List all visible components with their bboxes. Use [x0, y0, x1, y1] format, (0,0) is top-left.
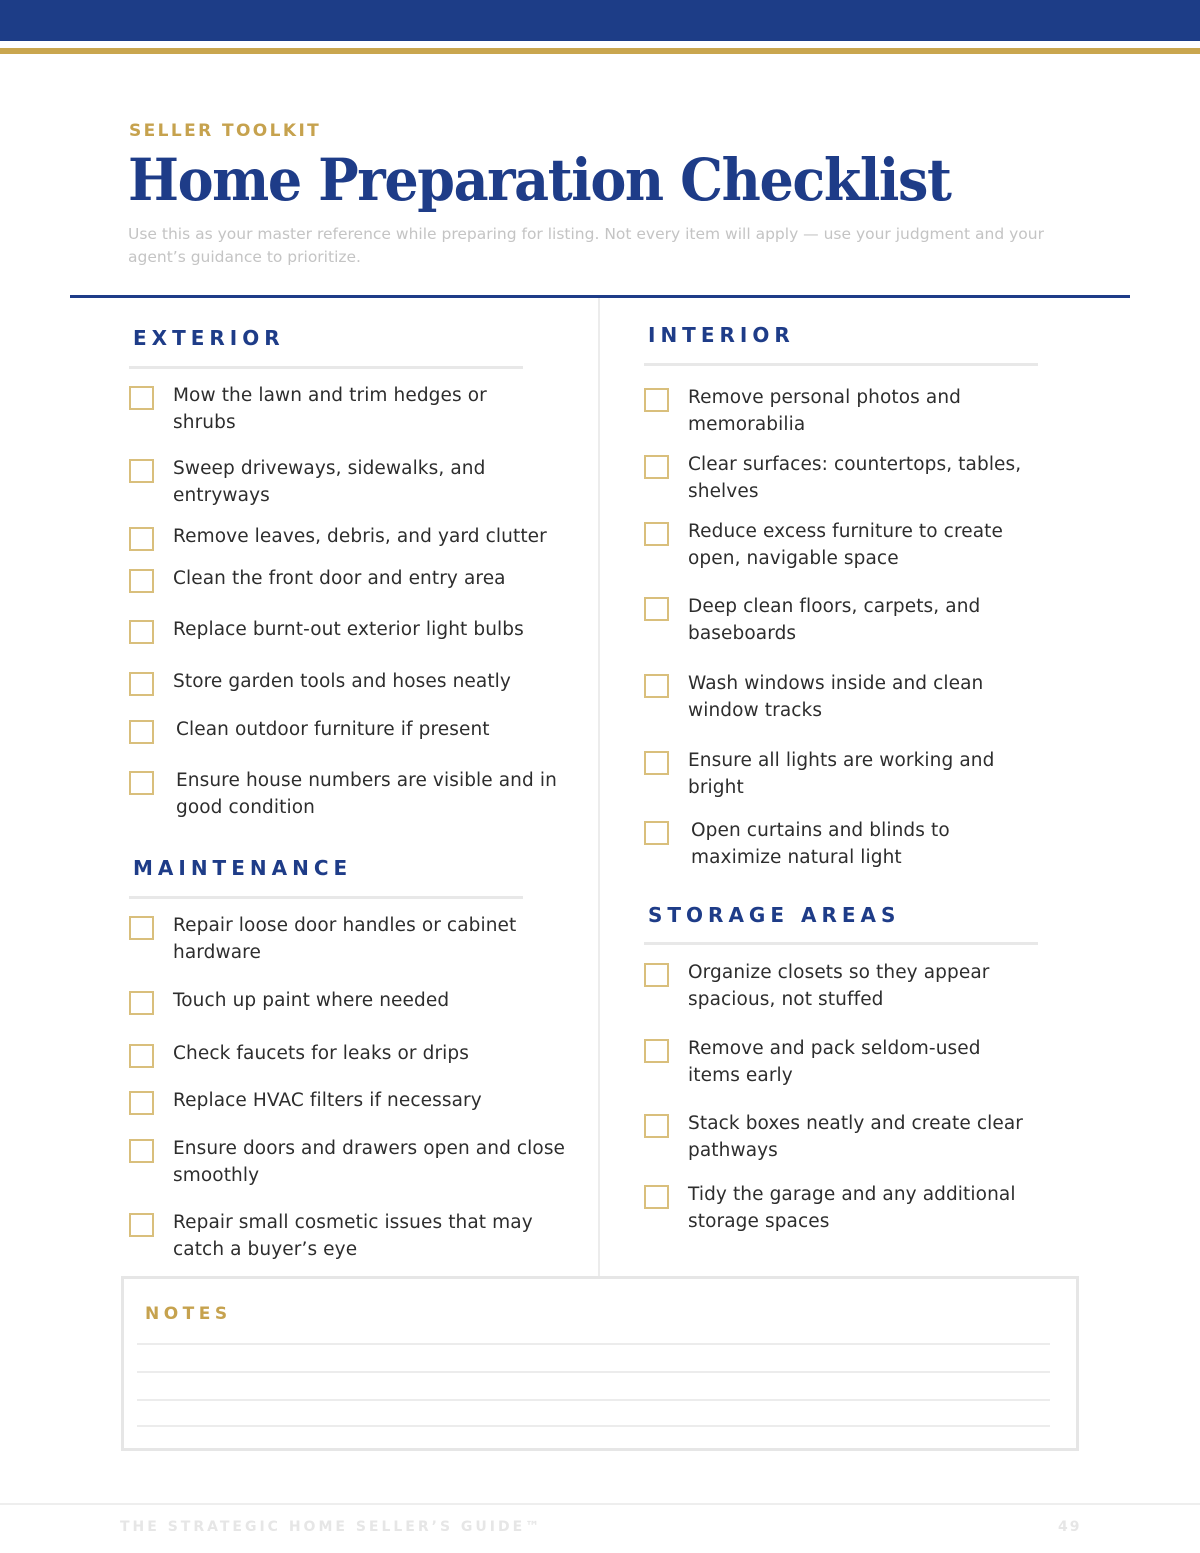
checklist-item-label: Ensure doors and drawers open and close smoothly: [173, 1138, 566, 1186]
note-line: [137, 1425, 1050, 1427]
section-rule-exterior: [129, 366, 523, 369]
checklist-item: [644, 455, 1064, 505]
checklist-item-label: Ensure house numbers are visible and in good condition: [176, 770, 557, 818]
checkbox[interactable]: [644, 674, 669, 698]
checkbox[interactable]: [644, 455, 669, 479]
checkbox[interactable]: [129, 1213, 154, 1237]
checklist-item-label: Repair loose door handles or cabinet hardware: [173, 915, 517, 963]
checklist-item: [129, 527, 589, 551]
checklist-item: [644, 963, 1064, 1013]
section-title-storage-areas: STORAGE AREAS: [648, 903, 901, 927]
checkbox[interactable]: [644, 821, 669, 845]
checkbox[interactable]: [129, 991, 154, 1015]
checkbox[interactable]: [644, 1039, 669, 1063]
checklist-item-label: Remove personal photos and memorabilia: [688, 387, 962, 435]
checkbox[interactable]: [129, 1139, 154, 1163]
checklist-item: [644, 1114, 1074, 1164]
checklist-item: [644, 522, 1064, 572]
checklist-item: [129, 1213, 589, 1263]
footer-divider: [0, 1503, 1200, 1505]
checklist-item: [129, 1044, 589, 1068]
checklist-item-label: Ensure all lights are working and bright: [688, 750, 995, 798]
checklist-item-label: Organize closets so they appear spacious, not stuffed: [688, 962, 990, 1010]
checkbox[interactable]: [644, 597, 669, 621]
note-line: [137, 1399, 1050, 1401]
checklist-item-label: Wash windows inside and clean window tracks: [688, 673, 984, 721]
header-divider: [70, 295, 1130, 298]
checklist-item-label: Mow the lawn and trim hedges or shrubs: [173, 385, 487, 433]
checklist-item-label: Remove and pack seldom-used items early: [688, 1038, 981, 1086]
checklist-item-label: Tidy the garage and any additional storage spaces: [688, 1184, 1016, 1232]
section-title-exterior: EXTERIOR: [133, 326, 285, 350]
checkbox[interactable]: [129, 916, 154, 940]
checklist-item: [644, 388, 1064, 438]
checkbox[interactable]: [129, 386, 154, 410]
section-title-interior: INTERIOR: [648, 323, 795, 347]
section-rule-maintenance: [129, 896, 523, 899]
section-rule-storage-areas: [644, 942, 1038, 945]
checkbox[interactable]: [129, 1091, 154, 1115]
checklist-item: [644, 597, 1064, 647]
top-gold-stripe: [0, 48, 1200, 54]
checkbox[interactable]: [129, 771, 154, 795]
eyebrow-label: SELLER TOOLKIT: [129, 121, 322, 141]
checkbox[interactable]: [129, 720, 154, 744]
checkbox[interactable]: [129, 620, 154, 644]
checklist-item: [129, 771, 589, 821]
checkbox[interactable]: [644, 963, 669, 987]
checkbox[interactable]: [644, 388, 669, 412]
checklist-item-label: Repair small cosmetic issues that may catch a buyer’s eye: [173, 1212, 533, 1260]
checklist-item: [129, 569, 589, 593]
checklist-item-label: Replace burnt-out exterior light bulbs: [173, 619, 524, 640]
checkbox[interactable]: [644, 522, 669, 546]
checklist-item: [129, 916, 589, 966]
page-subtitle: Use this as your master reference while preparing for listing. Not every item will apply — use your judgment and your agent’s guidance to prioritize.: [128, 225, 1044, 266]
checklist-item: [129, 672, 589, 696]
column-divider: [598, 298, 600, 1276]
checklist-item: [129, 386, 579, 436]
checkbox[interactable]: [129, 527, 154, 551]
section-rule-interior: [644, 363, 1038, 366]
checkbox[interactable]: [129, 569, 154, 593]
checklist-item: [129, 620, 589, 644]
checklist-item-label: Check faucets for leaks or drips: [173, 1043, 469, 1064]
checklist-item-label: Clean outdoor furniture if present: [176, 719, 490, 740]
checklist-item: [129, 720, 589, 744]
checklist-item-label: Open curtains and blinds to maximize natural light: [691, 820, 950, 868]
checklist-item-label: Sweep driveways, sidewalks, and entryways: [173, 458, 486, 506]
checklist-item: [129, 1091, 589, 1115]
checklist-item-label: Reduce excess furniture to create open, navigable space: [688, 521, 1003, 569]
checklist-item: [129, 459, 579, 509]
checklist-item: [129, 1139, 589, 1189]
checklist-item-label: Remove leaves, debris, and yard clutter: [173, 526, 547, 547]
notes-title: NOTES: [145, 1304, 232, 1324]
note-line: [137, 1371, 1050, 1373]
page-number: 49: [1058, 1519, 1082, 1535]
note-line: [137, 1343, 1050, 1345]
section-title-maintenance: MAINTENANCE: [133, 856, 353, 880]
footer-guide-title: THE STRATEGIC HOME SELLER’S GUIDE™: [120, 1519, 543, 1535]
checklist-item: [644, 674, 1064, 724]
page-title: Home Preparation Checklist: [128, 146, 951, 214]
checklist-item-label: Stack boxes neatly and create clear pathways: [688, 1113, 1023, 1161]
checkbox[interactable]: [644, 751, 669, 775]
checkbox[interactable]: [644, 1185, 669, 1209]
checklist-item: [644, 751, 1064, 801]
checkbox[interactable]: [644, 1114, 669, 1138]
notes-box[interactable]: [121, 1276, 1079, 1451]
checklist-item: [644, 821, 1064, 871]
checklist-item: [644, 1185, 1074, 1235]
checkbox[interactable]: [129, 459, 154, 483]
checklist-item: [644, 1039, 1064, 1089]
checklist-item-label: Store garden tools and hoses neatly: [173, 671, 511, 692]
checklist-item-label: Deep clean floors, carpets, and baseboards: [688, 596, 981, 644]
checklist-item: [129, 991, 589, 1015]
top-navy-band: [0, 0, 1200, 41]
checkbox[interactable]: [129, 1044, 154, 1068]
checkbox[interactable]: [129, 672, 154, 696]
checklist-item-label: Replace HVAC filters if necessary: [173, 1090, 482, 1111]
checklist-item-label: Clear surfaces: countertops, tables, shelves: [688, 454, 1022, 502]
checklist-item-label: Clean the front door and entry area: [173, 568, 506, 589]
checklist-item-label: Touch up paint where needed: [173, 990, 450, 1011]
